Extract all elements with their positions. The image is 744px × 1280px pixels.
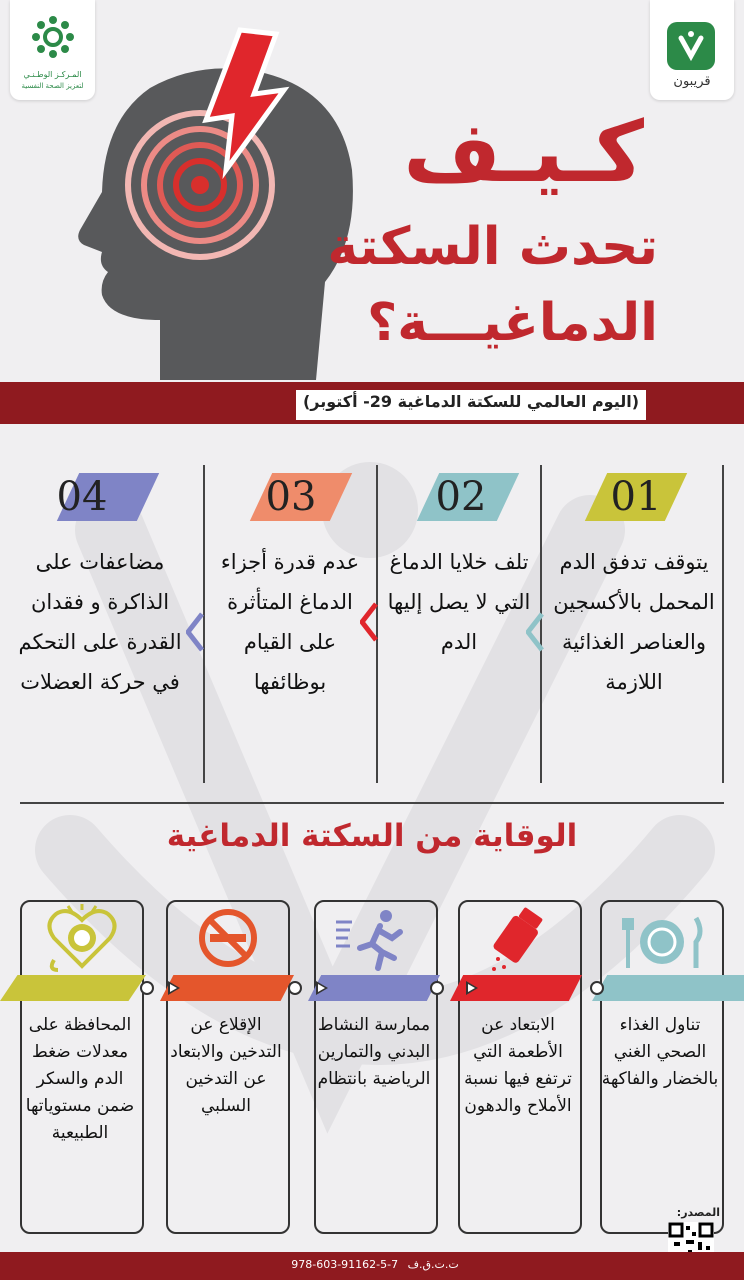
prevention-bar-5 (0, 975, 146, 1001)
connector-dot (288, 981, 302, 995)
qareeboon-icon (667, 22, 715, 70)
connector-dot (140, 981, 154, 995)
prevention-bar-1 (592, 975, 744, 1001)
step-04 (10, 470, 202, 780)
prevention-bar-4 (160, 975, 294, 1001)
step-02-number: 02 (435, 474, 487, 520)
logo-left-line1: المـركـز الوطـنـي (23, 70, 82, 79)
footer-isbn (230, 1258, 520, 1271)
date-banner-text: (اليوم العالمي للسكتة الدماغية 29- أكتوبر) (302, 392, 640, 411)
step-divider (722, 465, 724, 783)
isbn-label: ت.ت.ق.ف (407, 1258, 459, 1271)
step-04-number: 04 (56, 474, 108, 520)
title-line3: الدماغيـــة؟ (367, 293, 658, 353)
prevention-heading: الوقاية من السكتة الدماغية (166, 818, 578, 854)
prevention-text-5: المحافظة على معدلات ضغط الدم والسكر ضمن مستوياتها الطبيعية (25, 1015, 135, 1143)
head-illustration (40, 20, 380, 390)
no-smoking-icon (198, 908, 258, 968)
logo-left-line2: لتعزيز الصحة النفسية (21, 82, 84, 90)
section-separator (20, 802, 724, 804)
step-02-text: تلف خلايا الدماغ التي لا يصل إليها الدم (387, 550, 531, 654)
heart-gauge-icon (44, 904, 120, 974)
prevention-text-3: ممارسة النشاط البدني والتمارين الرياضية بانتظام (317, 1015, 431, 1089)
prevention-text-1: تناول الغذاء الصحي الغني بالخضار والفاكهة (601, 1015, 719, 1089)
connector-arrow-icon (466, 981, 478, 995)
connector-dot (590, 981, 604, 995)
connector-arrow-icon (316, 981, 328, 995)
step-03-text: عدم قدرة أجزاء الدماغ المتأثرة على القيام بوظائفها (220, 550, 360, 694)
title-line1: كـيـف (403, 103, 644, 201)
runner-icon (334, 908, 414, 972)
step-02 (378, 470, 540, 780)
title-line2: تحدث السكتة (327, 217, 658, 277)
step-03 (205, 470, 375, 780)
logo-qareeboon (650, 0, 734, 100)
salt-shaker-icon (490, 905, 550, 975)
step-01 (546, 470, 722, 780)
step-01-number: 01 (610, 474, 662, 520)
source-label: المصدر: (676, 1206, 720, 1219)
step-04-text: مضاعفات على الذاكرة و فقدان القدرة على التحكم في حركة العضلات (18, 550, 182, 694)
prevention-text-4: الإقلاع عن التدخين والابتعاد عن التدخين السلبي (170, 1015, 282, 1116)
connector-arrow-icon (168, 981, 180, 995)
connector-dot (430, 981, 444, 995)
isbn-number: 978-603-91162-5-7 (291, 1258, 399, 1271)
step-03-number: 03 (265, 474, 317, 520)
prevention-text-2: الابتعاد عن الأطعمة التي ترتفع فيها نسبة الأملاح والدهون (464, 1015, 572, 1116)
step-01-text: يتوقف تدفق الدم المحمل بالأكسجين والعناصر الغذائية اللازمة (553, 550, 715, 694)
logo-right-name: قريبون (673, 74, 711, 89)
plate-icon (616, 912, 708, 972)
